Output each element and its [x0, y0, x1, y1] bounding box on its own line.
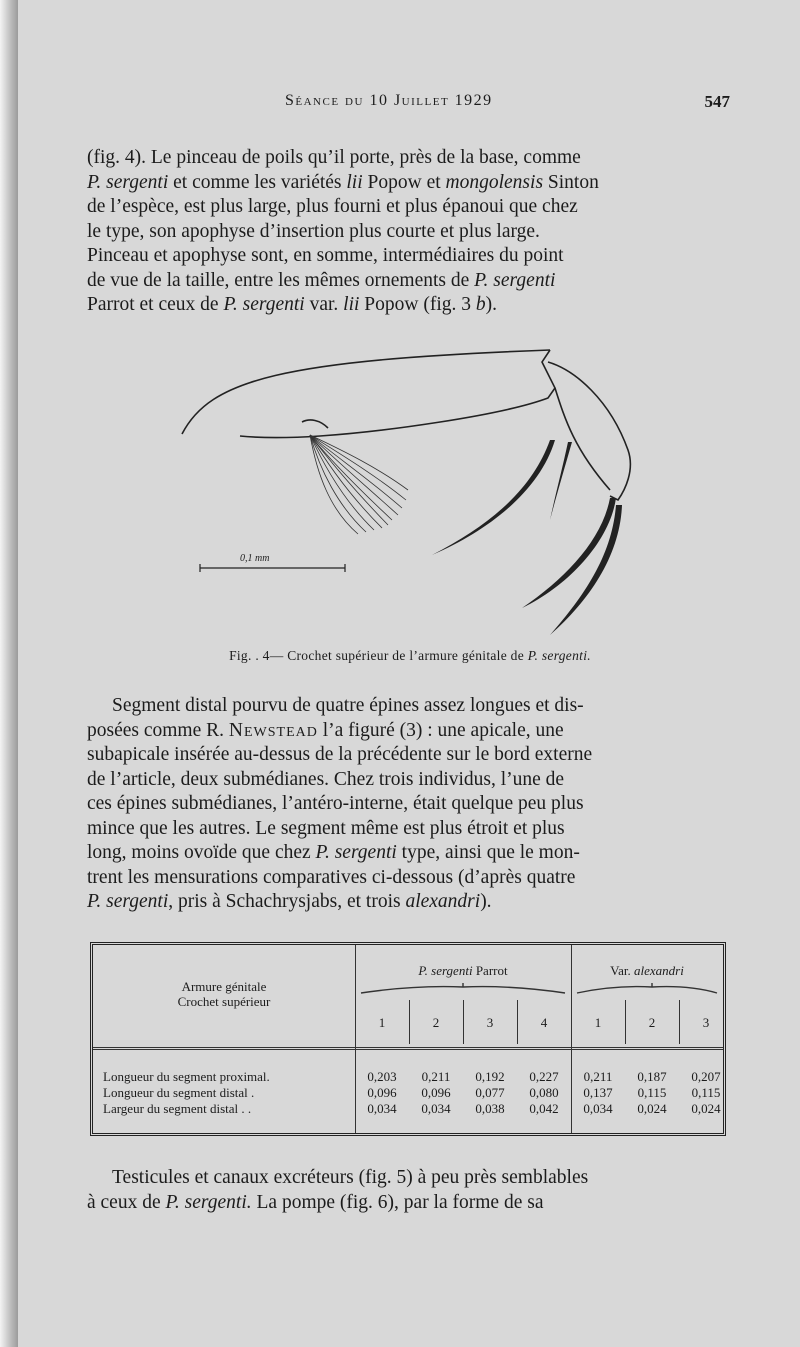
group-header-sergenti: P. sergenti Parrot [418, 963, 508, 978]
table-cell: 0,024 [637, 1101, 667, 1116]
table-cell: 0,034 [367, 1101, 397, 1116]
spine-subapical [522, 498, 616, 608]
text-line: subapicale insérée au-dessus de la précédente sur le bord externe [87, 744, 593, 765]
scale-bar-label: 0,1 mm [240, 553, 270, 564]
text-line: long, moins ovoïde que chez P. sergenti type, ainsi que le mon- [87, 842, 580, 863]
running-title: Séance du 10 Juillet 1929 [285, 92, 493, 109]
table-cell: 0,096 [367, 1085, 397, 1100]
column-header: 3 [486, 1015, 494, 1030]
text-line: ces épines submédianes, l’antéro-interne, était quelque peu plus [87, 793, 584, 814]
table-corner-header: Armure génitale Crochet supérieur [177, 979, 271, 1009]
column-header: 4 [540, 1015, 548, 1030]
running-header [70, 92, 730, 116]
table-cell: 0,187 [637, 1069, 667, 1084]
book-spine-shadow [0, 0, 18, 1347]
spine-apical [550, 505, 622, 635]
table-cell: 0,115 [691, 1085, 721, 1100]
table-cell: 0,137 [583, 1085, 613, 1100]
table-cell: 0,077 [475, 1085, 505, 1100]
figure-4-drawing [170, 340, 650, 640]
paragraph-2 [87, 694, 727, 915]
table-cell: 0,034 [421, 1101, 451, 1116]
text-line: trent les mensurations comparatives ci-dessous (d’après quatre [87, 866, 576, 888]
text-line: Segment distal pourvu de quatre épines assez longues et dis- [112, 695, 584, 716]
column-header: 3 [702, 1015, 710, 1030]
inner-outline [240, 350, 555, 438]
table-cell: 0,211 [421, 1069, 451, 1084]
column-header: 1 [378, 1015, 386, 1030]
column-header: 1 [594, 1015, 602, 1030]
text-line: P. sergenti et comme les variétés lii Popow et mongolensis Sinton [87, 171, 599, 193]
table-cell: 0,115 [637, 1085, 667, 1100]
text-line: Parrot et ceux de P. sergenti var. lii Popow (fig. 3 b). [87, 294, 498, 315]
paragraph-1 [87, 146, 727, 318]
table-cell: 0,211 [583, 1069, 613, 1084]
hair-pencil [310, 435, 408, 534]
table-cell: 0,192 [475, 1069, 505, 1084]
column-header: 2 [432, 1015, 440, 1030]
outer-outline [182, 350, 550, 434]
scale-bar [200, 564, 345, 572]
text-line: Pinceau et apophyse sont, en somme, intermédiaires du point [87, 245, 564, 266]
table-row-label: Largeur du segment distal . . [103, 1101, 252, 1116]
table-cell: 0,024 [691, 1101, 721, 1116]
table-cell: 0,096 [421, 1085, 451, 1100]
table-cell: 0,080 [529, 1085, 559, 1100]
text-line: le type, son apophyse d’insertion plus courte et plus large. [87, 220, 540, 242]
paragraph-3 [87, 1166, 727, 1215]
table-cell: 0,034 [583, 1101, 613, 1116]
text-line: posées comme R. Newstead l’a figuré (3) : une apicale, une [87, 719, 564, 741]
text-line: de l’article, deux submédianes. Chez trois individus, l’une de [87, 768, 565, 790]
group-braces [355, 983, 723, 997]
table-cell: 0,207 [691, 1069, 721, 1084]
text-line: P. sergenti, pris à Schachrysjabs, et trois alexandri). [87, 891, 492, 912]
spine-submedian-2 [550, 442, 572, 520]
table-cell: 0,038 [475, 1101, 505, 1116]
table-row-label: Longueur du segment distal . [103, 1085, 255, 1100]
page-number: 547 [704, 92, 730, 111]
spine-submedian-1 [432, 440, 555, 555]
text-line: mince que les autres. Le segment même est plus étroit et plus [87, 817, 565, 839]
figure-caption: Fig. . 4— Crochet supérieur de l’armure génitale de P. sergenti. [229, 648, 591, 663]
measurements-table [90, 942, 726, 1136]
group-header-alexandri: Var. alexandri [610, 963, 684, 978]
table-cell: 0,227 [529, 1069, 559, 1084]
text-line: de l’espèce, est plus large, plus fourni et plus épanoui que chez [87, 196, 578, 217]
text-line: à ceux de P. sergenti. La pompe (fig. 6), par la forme de sa [87, 1191, 544, 1213]
genital-hook-illustration [170, 340, 650, 640]
text-line: Testicules et canaux excréteurs (fig. 5) à peu près semblables [112, 1167, 589, 1188]
text-line: de vue de la taille, entre les mêmes ornements de P. sergenti [87, 269, 556, 291]
table-cell: 0,203 [367, 1069, 397, 1084]
column-header: 2 [648, 1015, 656, 1030]
table-row-label: Longueur du segment proximal. [103, 1069, 270, 1084]
text-line: (fig. 4). Le pinceau de poils qu’il porte, près de la base, comme [87, 147, 581, 168]
table-cell: 0,042 [529, 1101, 559, 1116]
